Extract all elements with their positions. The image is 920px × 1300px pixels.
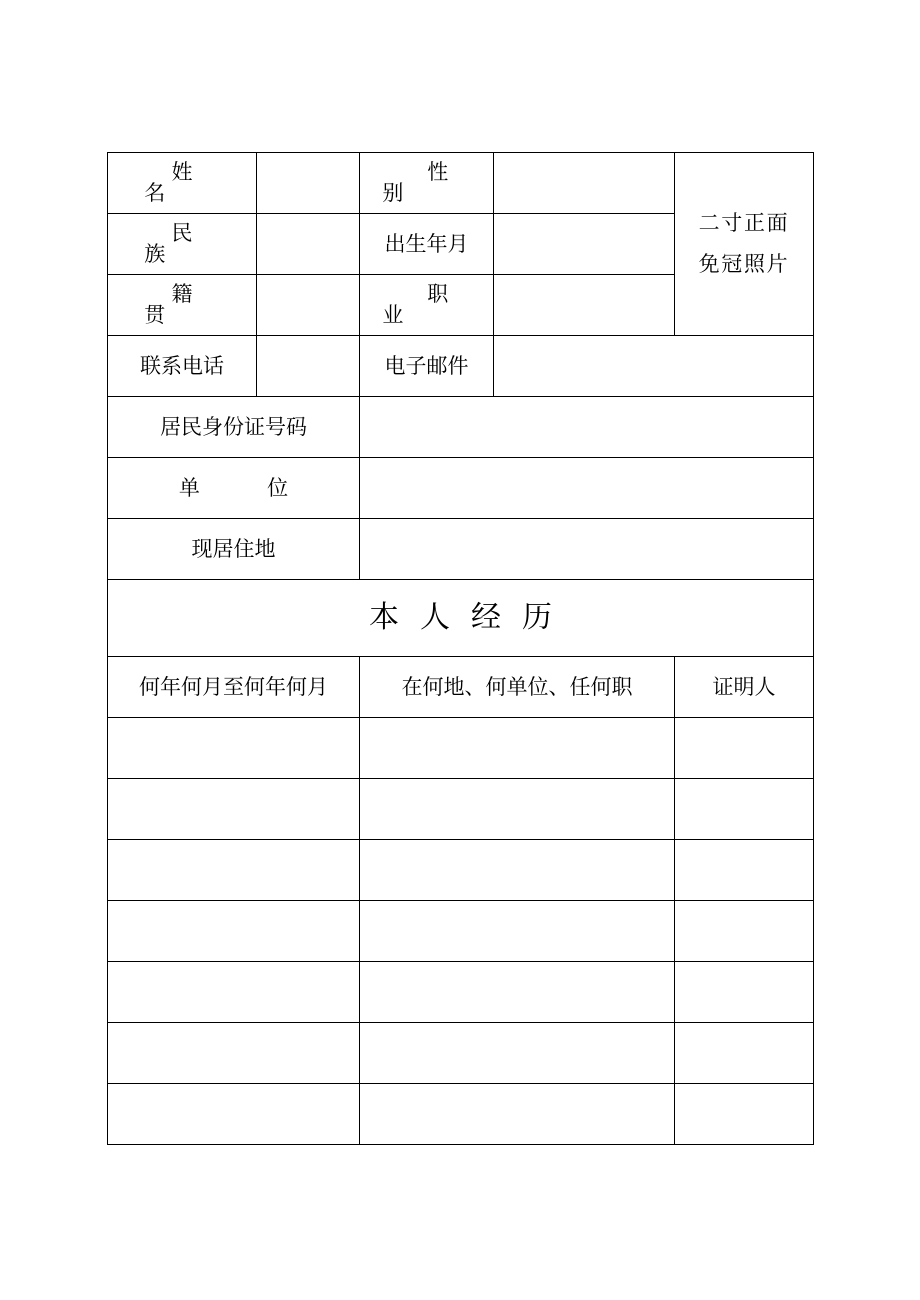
experience-place-role-field[interactable]: [360, 901, 675, 962]
ethnicity-field[interactable]: [257, 214, 360, 275]
experience-title: 本人经历: [369, 600, 573, 635]
experience-witness-field[interactable]: [675, 1023, 814, 1084]
experience-rows: [108, 718, 814, 1145]
residence-label-text: 现居住地: [191, 536, 276, 561]
experience-witness-field[interactable]: [675, 901, 814, 962]
experience-col-period: 何年何月至何年何月: [108, 657, 360, 718]
ethnicity-label: [108, 214, 257, 275]
birth-date-label-text: 出生年月: [384, 231, 469, 256]
experience-period-field[interactable]: [108, 718, 360, 779]
photo-box[interactable]: [675, 153, 814, 336]
experience-col-place-role: 在何地、何单位、任何职: [360, 657, 675, 718]
gender-label-text: 性别: [382, 160, 516, 205]
experience-period-field[interactable]: [108, 840, 360, 901]
experience-place-role-field[interactable]: [360, 779, 675, 840]
experience-place-role-field[interactable]: [360, 1084, 675, 1145]
experience-witness-field[interactable]: [675, 1084, 814, 1145]
experience-place-role-field[interactable]: [360, 962, 675, 1023]
native-place-label-text: 籍贯: [144, 282, 248, 327]
gender-label: [360, 153, 516, 214]
experience-period-field[interactable]: [108, 901, 360, 962]
photo-label: [699, 203, 790, 285]
id-number-label: [108, 397, 360, 458]
birth-date-field[interactable]: [494, 214, 675, 275]
experience-title-cell: [108, 580, 814, 657]
experience-row: [108, 901, 814, 962]
experience-row: [108, 1084, 814, 1145]
occupation-label-text: 职业: [382, 282, 516, 327]
phone-label: [108, 336, 257, 397]
experience-row: [108, 779, 814, 840]
experience-row: [108, 962, 814, 1023]
experience-place-role-field[interactable]: [360, 1023, 675, 1084]
occupation-field[interactable]: [494, 275, 675, 336]
experience-witness-field[interactable]: [675, 962, 814, 1023]
experience-col-witness: 证明人: [675, 657, 814, 718]
experience-witness-field[interactable]: [675, 840, 814, 901]
native-place-field[interactable]: [257, 275, 360, 336]
experience-period-field[interactable]: [108, 962, 360, 1023]
experience-witness-field[interactable]: [675, 718, 814, 779]
name-label-text: 姓名: [144, 160, 248, 205]
row-experience-title: [108, 580, 814, 657]
occupation-label: [360, 275, 516, 336]
gender-field[interactable]: [494, 153, 675, 214]
birth-date-label: [360, 214, 494, 275]
email-label-text: 电子邮件: [384, 353, 469, 378]
experience-period-field[interactable]: [108, 779, 360, 840]
photo-label-line1: 二寸正面: [698, 211, 790, 236]
ethnicity-label-text: 民族: [144, 221, 248, 266]
row-employer: [108, 458, 814, 519]
phone-label-text: 联系电话: [140, 353, 224, 378]
email-label: [360, 336, 494, 397]
experience-row: [108, 718, 814, 779]
employer-field[interactable]: [360, 458, 814, 519]
experience-period-field[interactable]: [108, 1023, 360, 1084]
experience-period-field[interactable]: [108, 1084, 360, 1145]
photo-label-line2: 免冠照片: [698, 252, 790, 276]
id-number-label-text: 居民身份证号码: [160, 414, 307, 439]
email-field[interactable]: [494, 336, 814, 397]
row-experience-header: [108, 657, 814, 718]
row-contact: [108, 336, 814, 397]
native-place-label: [108, 275, 257, 336]
row-id-number: [108, 397, 814, 458]
experience-place-role-field[interactable]: [360, 840, 675, 901]
employer-label: [108, 458, 360, 519]
id-number-field[interactable]: [360, 397, 814, 458]
row-name: [108, 153, 814, 214]
name-label: [108, 153, 257, 214]
employer-label-text: 单位: [178, 475, 356, 500]
experience-row: [108, 1023, 814, 1084]
phone-field[interactable]: [257, 336, 360, 397]
experience-row: [108, 840, 814, 901]
residence-field[interactable]: [360, 519, 814, 580]
name-field[interactable]: [257, 153, 360, 214]
residence-label: [108, 519, 360, 580]
experience-witness-field[interactable]: [675, 779, 814, 840]
experience-place-role-field[interactable]: [360, 718, 675, 779]
registration-form-table: [107, 152, 814, 1145]
row-residence: [108, 519, 814, 580]
